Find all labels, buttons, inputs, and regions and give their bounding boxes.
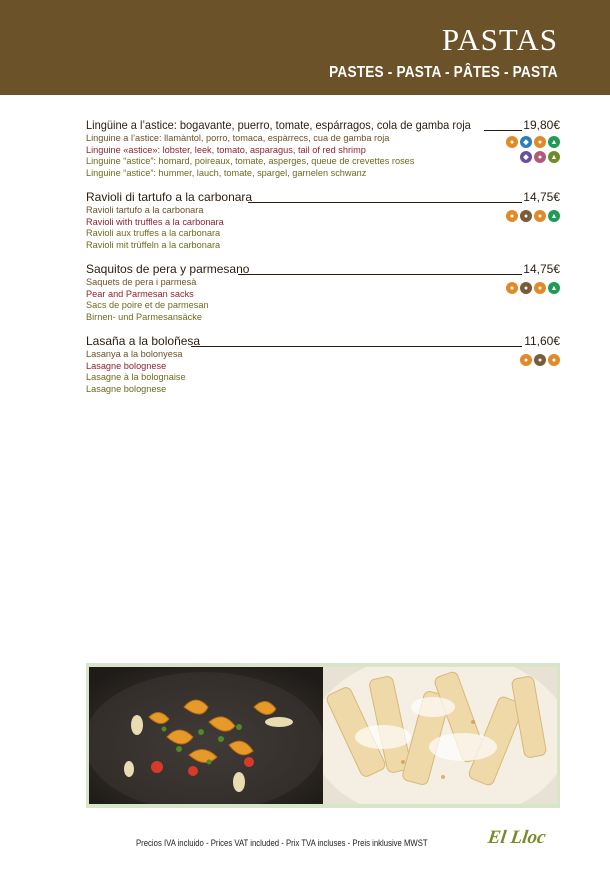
dotted-leader <box>248 202 522 203</box>
item-price: 11,60€ <box>524 334 560 348</box>
item-name: Lasaña a la boloñesa <box>86 334 201 348</box>
allergen-icons <box>520 354 560 366</box>
menu-item-saquitos <box>86 263 560 323</box>
translation-de: Lasagne bolognese <box>86 383 167 394</box>
egg-icon: ● <box>534 354 546 366</box>
item-name-row <box>86 191 560 205</box>
dotted-leader <box>191 346 522 347</box>
egg-icon: ● <box>520 282 532 294</box>
item-price: 14,75€ <box>523 262 560 276</box>
menu-item-lasagna <box>86 335 560 395</box>
page-subtitle: PASTES - PASTA - PÂTES - PASTA <box>329 64 558 81</box>
translation-en: Pear and Parmesan sacks <box>86 288 194 299</box>
celery-icon: ▲ <box>548 282 560 294</box>
item-price: 14,75€ <box>523 190 560 204</box>
translation-ca: Saquets de pera i parmesà <box>86 277 197 287</box>
translation-ca: Lasanya a la bolonyesa <box>86 349 183 359</box>
photo-strip <box>86 663 560 808</box>
allergen-icons-row-2 <box>520 151 560 163</box>
menu-item-linguine <box>86 119 560 179</box>
dairy-icon: ● <box>548 354 560 366</box>
translation-en: Lasagne bolognese <box>86 360 167 371</box>
gluten-icon: ● <box>506 210 518 222</box>
item-name-row <box>86 263 560 277</box>
celery-icon: ▲ <box>548 151 560 163</box>
translation-de: Birnen- und Parmesansäcke <box>86 311 202 322</box>
gluten-icon: ● <box>506 136 518 148</box>
vat-note: Precios IVA incluido - Prices VAT included - Prix TVA incluses - Preis inklusive MWST <box>136 838 428 848</box>
translation-fr: Sacs de poire et de parmesan <box>86 300 209 311</box>
translation-de: Linguine “astice”: hummer, lauch, tomate, spargel, garnelen schwanz <box>86 167 367 178</box>
translation-en: Ravioli with truffles a la carbonara <box>86 216 224 227</box>
egg-icon: ● <box>520 210 532 222</box>
dairy-icon: ● <box>534 210 546 222</box>
dotted-leader <box>238 274 522 275</box>
ravioli-dish-photo <box>89 667 323 804</box>
crustacean-icon: ◆ <box>520 151 532 163</box>
translation-fr: Lasagne à la bolognaise <box>86 372 186 383</box>
item-name: Ravioli di tartufo a la carbonara <box>86 190 253 204</box>
menu-item-ravioli <box>86 191 560 251</box>
translation-ca: Linguine a l’astice: llamàntol, porro, tomaca, espàrrecs, cua de gamba roja <box>86 133 390 143</box>
header-banner <box>0 0 610 95</box>
dairy-icon: ▲ <box>548 136 560 148</box>
lasagna-pasta-photo <box>323 667 557 804</box>
gluten-icon: ● <box>520 354 532 366</box>
mollusc-icon: ● <box>534 151 546 163</box>
celery-icon: ▲ <box>548 210 560 222</box>
translation-fr: Linguine “astice”: homard, poireaux, tomate, asperges, queue de crevettes roses <box>86 156 415 167</box>
translation-en: Linguine «astice»: lobster, leek, tomato, asparagus, tail of red shrimp <box>86 144 366 155</box>
allergen-icons <box>506 210 560 222</box>
item-name-row <box>86 119 560 133</box>
item-price: 19,80€ <box>523 118 560 132</box>
page-title: PASTAS <box>441 22 558 57</box>
item-name-row <box>86 335 560 349</box>
translation-fr: Ravioli aux truffes a la carbonara <box>86 228 221 239</box>
egg-icon: ● <box>534 136 546 148</box>
translation-de: Ravioli mit trüffeln a la carbonara <box>86 239 221 250</box>
dotted-leader <box>484 130 522 131</box>
allergen-icons <box>506 282 560 294</box>
item-name: Lingüine a l’astice: bogavante, puerro, tomate, espárragos, cola de gamba roja <box>86 118 471 132</box>
restaurant-logo: El Lloc <box>486 827 548 848</box>
dairy-icon: ● <box>534 282 546 294</box>
translation-ca: Ravioli tartufo a la carbonara <box>86 205 204 215</box>
allergen-icons-row-1 <box>506 136 560 148</box>
item-name: Saquitos de pera y parmesano <box>86 262 250 276</box>
gluten-icon: ● <box>506 282 518 294</box>
fish-icon: ◆ <box>520 136 532 148</box>
